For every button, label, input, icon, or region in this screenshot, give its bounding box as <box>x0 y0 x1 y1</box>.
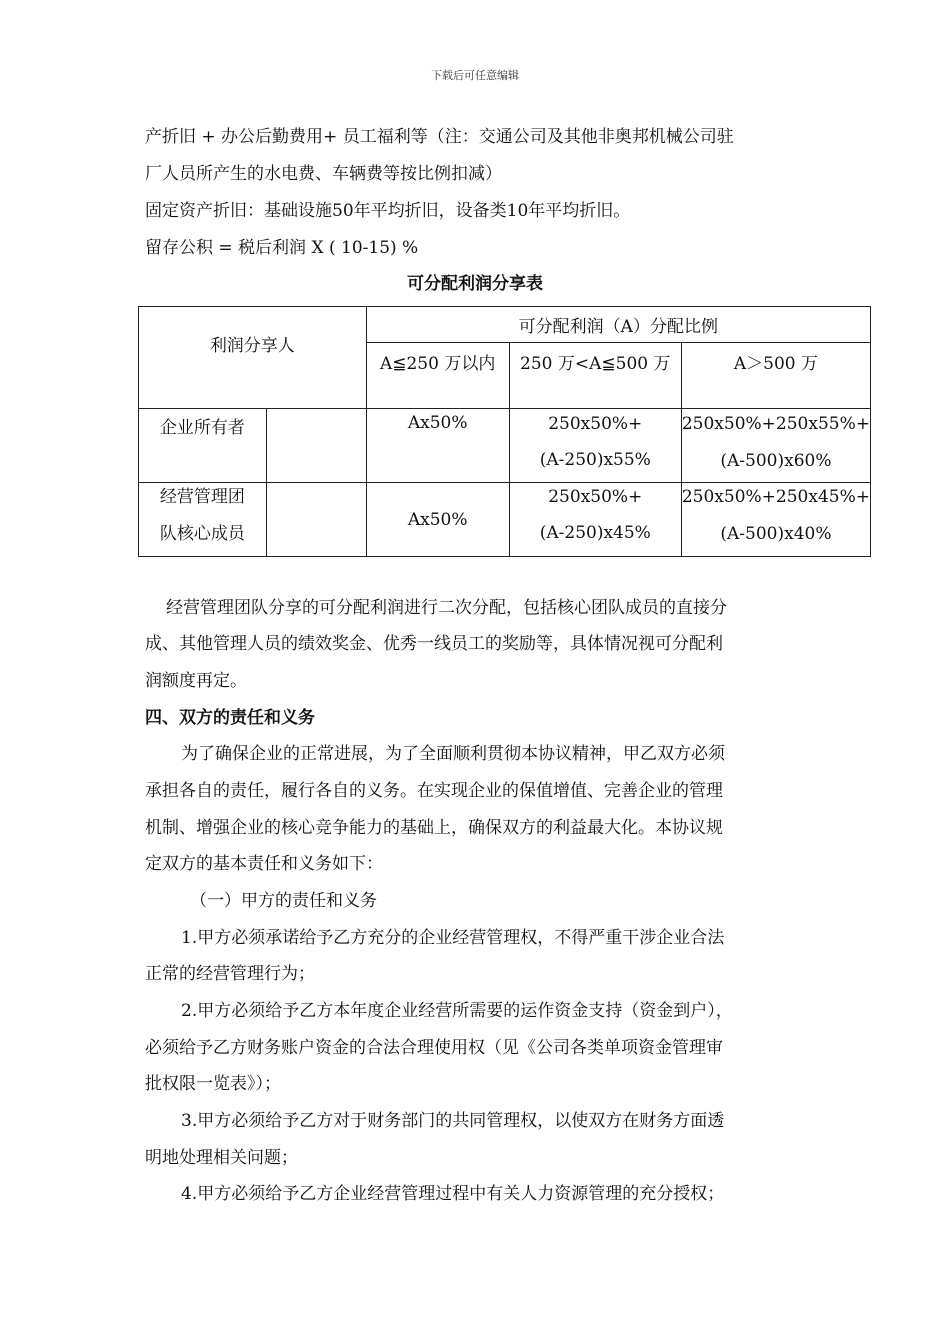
header-group-cell <box>366 307 870 343</box>
page-header: 下载后可任意编辑 <box>431 69 519 82</box>
body-line: 1.甲方必须承诺给予乙方充分的企业经营管理权，不得严重干涉企业合法 <box>181 928 725 948</box>
body-line: 4.甲方必须给予乙方企业经营管理过程中有关人力资源管理的充分授权； <box>181 1184 725 1204</box>
table-title: 可分配利润分享表 <box>407 274 543 294</box>
body-line: 成、其他管理人员的绩效奖金、优秀一线员工的奖励等，具体情况视可分配利 <box>145 634 723 654</box>
sub-title: （一）甲方的责任和义务 <box>190 891 377 911</box>
body-line: 厂人员所产生的水电费、车辆费等按比例扣减） <box>145 164 502 184</box>
value-text: (A-250)x45% <box>539 523 651 543</box>
value-cell <box>366 409 509 483</box>
body-line: 经营管理团队分享的可分配利润进行二次分配，包括核心团队成员的直接分 <box>166 598 727 618</box>
value-cell <box>509 483 681 557</box>
value-cell <box>681 409 870 483</box>
value-text: 250x50%+ <box>548 414 643 434</box>
row-name: 队核心成员 <box>159 524 245 544</box>
header-left: 利润分享人 <box>209 336 295 356</box>
value-cell <box>509 409 681 483</box>
value-text: 250x50%+250x55%+ <box>681 414 870 434</box>
body-line: 2.甲方必须给予乙方本年度企业经营所需要的运作资金支持（资金到户）， <box>181 1001 733 1021</box>
col-header-3 <box>681 343 870 409</box>
col-header-text: 250 万<A≦500 万 <box>520 354 671 374</box>
col-header-1 <box>366 343 509 409</box>
row-name-cell <box>139 483 267 557</box>
body-line: 承担各自的责任，履行各自的义务。在实现企业的保值增值、完善企业的管理 <box>145 781 723 801</box>
header-group: 可分配利润（A）分配比例 <box>518 317 718 337</box>
body-line: 3.甲方必须给予乙方对于财务部门的共同管理权，以使双方在财务方面透 <box>181 1111 725 1131</box>
col-header-text: A≦250 万以内 <box>379 354 496 374</box>
table-row <box>139 483 871 557</box>
body-line: 批权限一览表》）； <box>145 1074 281 1094</box>
col-header-text: A＞500 万 <box>733 354 818 374</box>
value-text: Ax50% <box>407 413 468 433</box>
value-text: 250x50%+ <box>548 487 643 507</box>
body-line: 为了确保企业的正常进展，为了全面顺利贯彻本协议精神，甲乙双方必须 <box>181 744 725 764</box>
value-text: (A-250)x55% <box>539 450 651 470</box>
col-header-2 <box>509 343 681 409</box>
value-text: 250x50%+250x45%+ <box>681 487 870 507</box>
body-line: 正常的经营管理行为； <box>145 964 315 984</box>
body-line: 产折旧 + 办公后勤费用+ 员工福利等（注：交通公司及其他非奥邦机械公司驻 <box>145 127 734 147</box>
value-text: (A-500)x60% <box>720 451 832 471</box>
value-cell <box>366 483 509 557</box>
value-text: (A-500)x40% <box>720 524 832 544</box>
body-line: 机制、增强企业的核心竞争能力的基础上，确保双方的利益最大化。本协议规 <box>145 818 723 838</box>
row-name: 企业所有者 <box>159 418 245 438</box>
body-line: 明地处理相关问题； <box>145 1148 298 1168</box>
value-text: Ax50% <box>407 509 468 530</box>
body-line: 定双方的基本责任和义务如下： <box>145 854 383 874</box>
empty-cell <box>266 483 366 557</box>
section-title: 四、双方的责任和义务 <box>145 708 315 728</box>
header-left-cell <box>139 307 367 409</box>
body-line: 固定资产折旧：基础设施50年平均折旧，设备类10年平均折旧。 <box>145 201 631 221</box>
profit-share-table <box>138 306 871 557</box>
empty-cell <box>266 409 366 483</box>
body-line: 润额度再定。 <box>145 671 247 691</box>
table-row <box>139 409 871 483</box>
row-name-cell <box>139 409 267 483</box>
body-line: 留存公积 = 税后利润 X ( 10-15) % <box>145 238 419 258</box>
body-line: 必须给予乙方财务账户资金的合法合理使用权（见《公司各类单项资金管理审 <box>145 1038 723 1058</box>
row-name: 经营管理团 <box>159 487 245 507</box>
value-cell <box>681 483 870 557</box>
